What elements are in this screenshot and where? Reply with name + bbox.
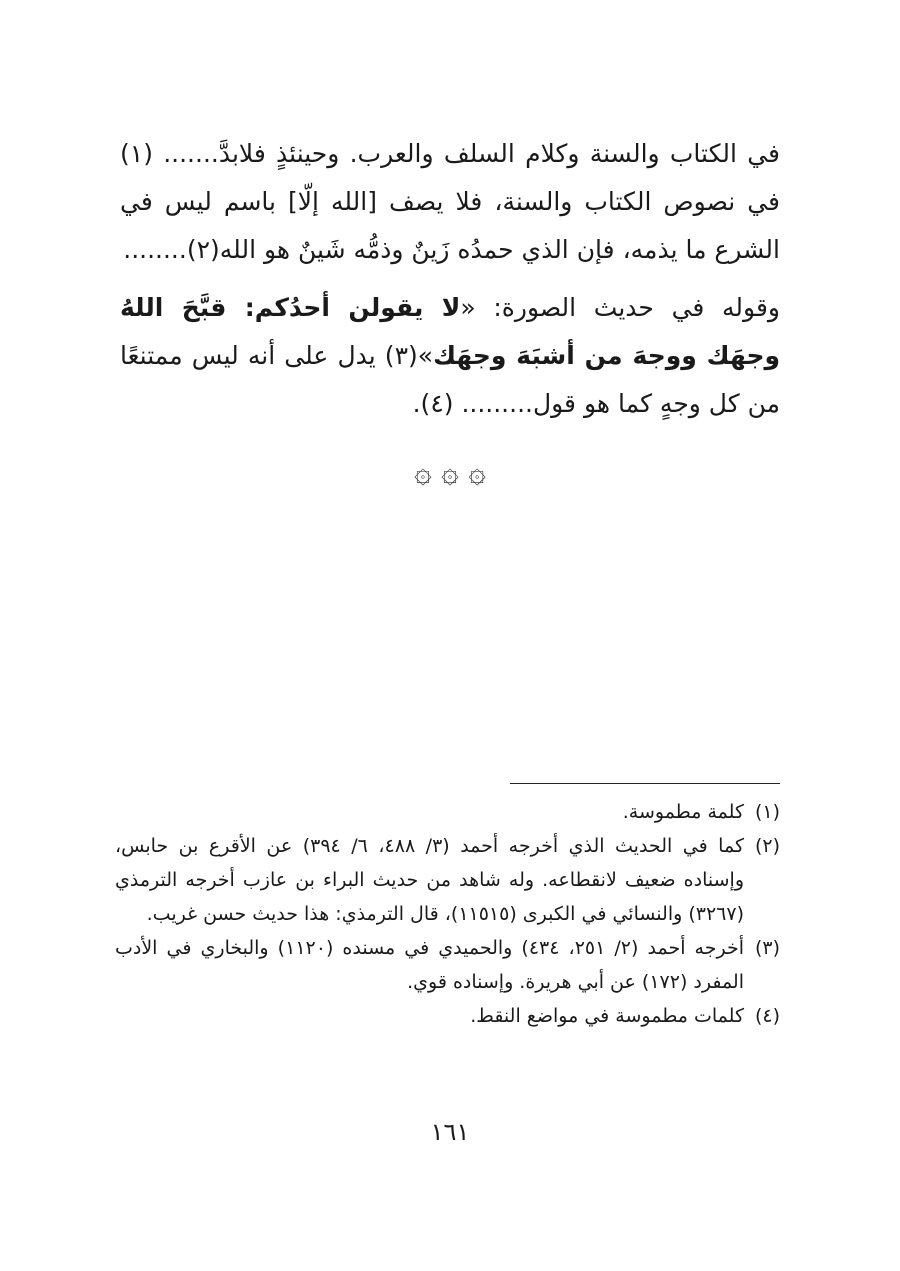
hadith-quote: لا يقولن أحدُكم: قبَّحَ اللهُ وجهَك ووجهَ من أشبَهَ وجهَك (120, 293, 781, 370)
footnote (115, 931, 780, 999)
footnote-text: كلمات مطموسة في مواضع النقط. (470, 1005, 744, 1027)
footnote-number: (٢) (754, 835, 780, 857)
footnote-text: كلمة مطموسة. (622, 801, 744, 823)
footnote-text: أخرجه أحمد (٢/ ٢٥١، ٤٣٤) والحميدي في مسنده (١١٢٠) والبخاري في الأدب المفرد (١٧٢) عن أبي هريرة. وإسناده قوي. (115, 937, 744, 993)
ornament-icon: ۞ ۞ ۞ (414, 455, 486, 490)
footnotes (115, 795, 780, 1033)
section-ornament (0, 455, 900, 490)
footnote (115, 999, 780, 1033)
footnote (115, 795, 780, 829)
page-number: ١٦١ (430, 1118, 470, 1146)
footnote-text: كما في الحديث الذي أخرجه أحمد (٣/ ٤٨٨، ٦/ ٣٩٤) عن الأقرع بن حابس، وإسناده ضعيف لانقطاعه. وله شاهد من حديث البراء بن عازب أخرجه الترمذي (٣٢٦٧) والنسائي في الكبرى (١١٥١٥)، قال الترمذي: هذا حديث حسن غريب. (115, 835, 744, 925)
main-text (120, 130, 780, 428)
paragraph-2-close: »(٣) يدل على أنه ليس ممتنعًا من كل وجهٍ كما هو قول......... (٤). (120, 341, 780, 418)
footnote-number: (٤) (754, 1005, 780, 1027)
paragraph-2 (120, 284, 780, 428)
paragraph-1: في الكتاب والسنة وكلام السلف والعرب. وحينئذٍ فلابدَّ....... (١) في نصوص الكتاب والسنة، فلا يصف [الله إلّا] باسم ليس في الشرع ما يذمه، فإن الذي حمدُه زَينٌ وذمُّه شَينٌ هو الله(٢)........ (120, 139, 780, 264)
footnote-number: (١) (754, 801, 780, 823)
footnote-number: (٣) (754, 937, 780, 959)
footnote (115, 829, 780, 931)
paragraph-2-intro: وقوله في حديث الصورة: « (460, 293, 780, 322)
footnote-separator (510, 783, 780, 784)
